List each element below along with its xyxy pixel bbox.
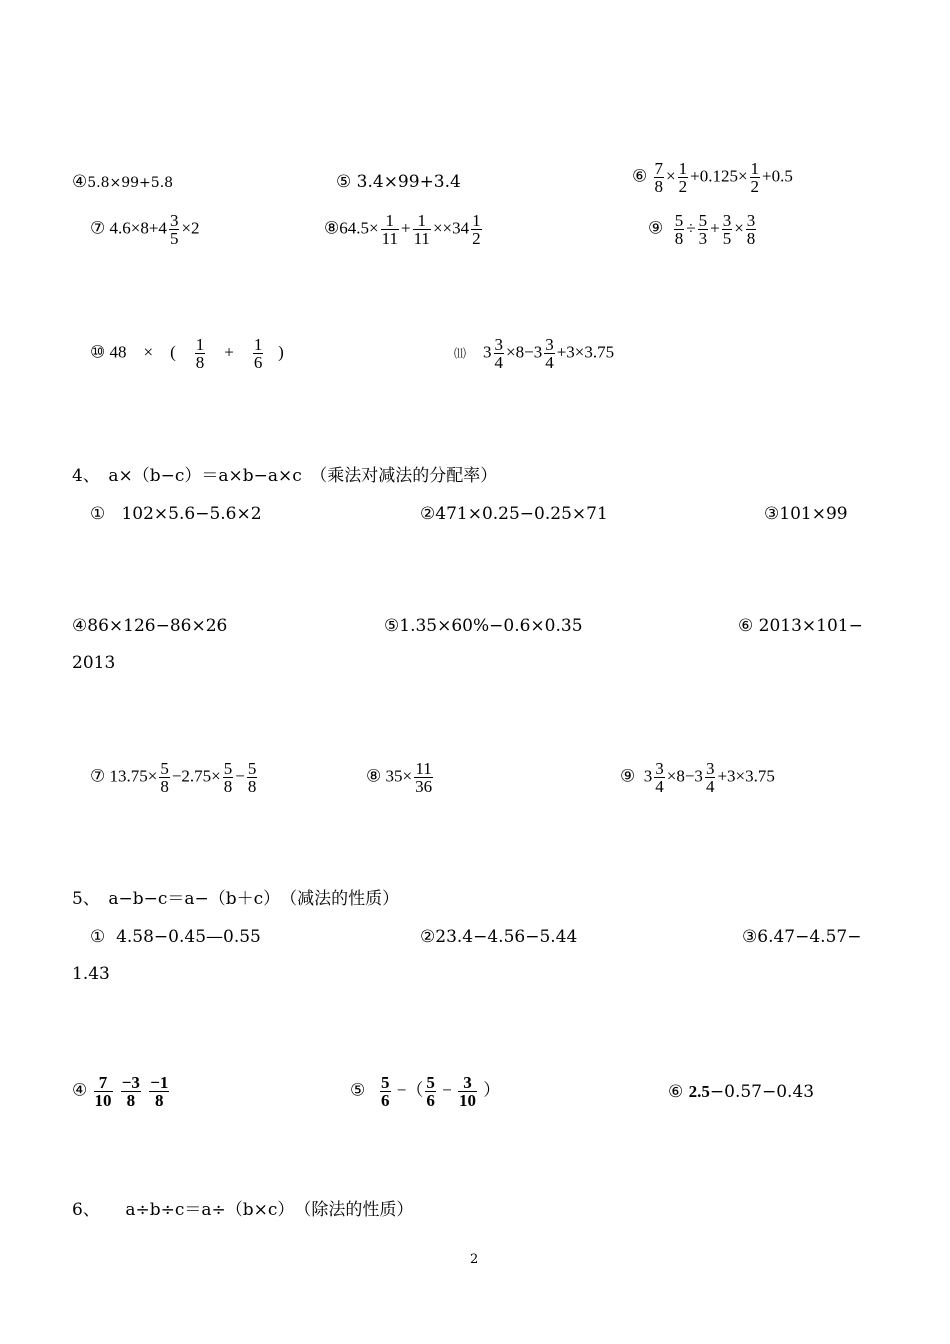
circled-4: ④ bbox=[72, 172, 88, 192]
expr-b: ×8−3 bbox=[666, 766, 703, 786]
circled-5: ⑤ bbox=[350, 1080, 366, 1100]
problem-3-10 bbox=[90, 336, 284, 371]
fraction-5-6b: $\frac{5}{6}$ bbox=[426, 1073, 435, 1110]
circled-9: ⑨ bbox=[648, 218, 664, 238]
expr: 101×99 bbox=[779, 504, 848, 524]
expr: 6.47−4.57− bbox=[757, 927, 862, 947]
expr-b: ×2 bbox=[181, 218, 200, 238]
expr: 3.4×99+3.4 bbox=[356, 172, 461, 192]
expr-a: 3 bbox=[643, 766, 653, 786]
circled-3: ③ bbox=[742, 927, 758, 947]
problem-5-1 bbox=[90, 927, 261, 947]
problem-5-2 bbox=[420, 927, 577, 947]
expr: 86×126−86×26 bbox=[87, 616, 228, 636]
fraction-3-4: $\frac{3}{4}$ bbox=[494, 335, 504, 372]
circled-8: ⑧ bbox=[366, 766, 382, 786]
problem-4-6 bbox=[738, 616, 863, 636]
problem-5-5 bbox=[350, 1074, 500, 1109]
fraction-5-8c: $\frac{5}{8}$ bbox=[247, 759, 257, 796]
circled-10: ⑩ bbox=[90, 342, 106, 362]
circled-3: ③ bbox=[764, 504, 780, 524]
circled-11: ⑾ bbox=[454, 346, 467, 361]
fraction-1-11b: $\frac{1}{11}$ bbox=[413, 211, 430, 248]
problem-5-3 bbox=[742, 927, 861, 947]
expr-d: + bbox=[224, 342, 234, 362]
circled-1: ① bbox=[90, 927, 106, 947]
problem-3-6: ⑥ $\frac{7}{8}$ × $\frac{1}{2}$ +0.125× $\frac{1}{2}$ +0.5 bbox=[632, 159, 793, 196]
circled-7: ⑦ bbox=[90, 218, 106, 238]
fraction-5-3: $\frac{5}{3}$ bbox=[698, 211, 708, 248]
expr-b: −0.57−0.43 bbox=[709, 1082, 815, 1102]
circled-9: ⑨ bbox=[620, 766, 636, 786]
fraction-1-8: $\frac{1}{8}$ bbox=[195, 335, 205, 372]
fraction-3-5: $\frac{3}{5}$ bbox=[722, 211, 732, 248]
fraction-3-4: $\frac{3}{4}$ bbox=[655, 759, 664, 796]
expr-a: 0.125× bbox=[699, 166, 748, 186]
problem-5-3-continuation: 1.43 bbox=[72, 964, 110, 984]
problem-5-4 bbox=[72, 1074, 171, 1109]
expr-b: × bbox=[143, 342, 154, 362]
page-number: 2 bbox=[470, 1252, 479, 1267]
expr-c: ） bbox=[483, 1080, 501, 1100]
fraction-3-4b: $\frac{3}{4}$ bbox=[705, 759, 715, 796]
problem-4-4 bbox=[72, 616, 227, 636]
expr: 23.4−4.56−5.44 bbox=[435, 927, 578, 947]
expr-a: 48 bbox=[109, 342, 127, 362]
circled-8: ⑧ bbox=[324, 218, 340, 238]
section-6-heading: 6、 a÷b÷c＝a÷（b×c） （除法的性质） bbox=[72, 1200, 414, 1220]
expr: 2013×101− bbox=[758, 616, 863, 636]
expr-b: ×34 bbox=[442, 218, 470, 238]
expr-c: +3×3.75 bbox=[717, 766, 775, 786]
circled-5: ⑤ bbox=[384, 616, 400, 636]
expr: 1.35×60%−0.6×0.35 bbox=[399, 616, 583, 636]
fraction-3-10: $\frac{3}{10}$ bbox=[458, 1073, 476, 1110]
problem-5-6 bbox=[668, 1082, 814, 1102]
expr: 5.8×99+5.8 bbox=[87, 175, 174, 191]
problem-4-2 bbox=[420, 504, 608, 524]
problem-4-5 bbox=[384, 616, 583, 636]
section-4-heading: 4、 a×（b−c）＝a×b−a×c （乘法对减法的分配率） bbox=[72, 466, 498, 486]
expr-c: +3×3.75 bbox=[556, 342, 615, 362]
expr-b: −2.75× bbox=[171, 766, 221, 786]
circled-6: ⑥ bbox=[738, 616, 754, 636]
fraction-1-2: $\frac{1}{2}$ bbox=[472, 211, 481, 248]
problem-3-11 bbox=[454, 336, 614, 371]
problem-4-8 bbox=[366, 760, 435, 795]
expr-b: ×8−3 bbox=[506, 342, 543, 362]
circled-1: ① bbox=[90, 504, 106, 524]
circled-7: ⑦ bbox=[90, 766, 106, 786]
problem-4-1 bbox=[90, 504, 262, 524]
expr-a: 4.6×8+4 bbox=[109, 218, 167, 238]
problem-4-7 bbox=[90, 760, 259, 795]
expr-a: 2.5 bbox=[688, 1082, 710, 1101]
fraction-minus-3-8: $\frac{-3}{8}$ bbox=[121, 1073, 140, 1110]
circled-5: ⑤ bbox=[336, 172, 352, 192]
circled-6: ⑥ bbox=[668, 1082, 684, 1102]
expr-a: 64.5× bbox=[339, 218, 379, 238]
expr-b: − bbox=[442, 1080, 452, 1100]
fraction-minus-1-8: $\frac{-1}{8}$ bbox=[150, 1073, 169, 1110]
fraction-1-2: $\frac{1}{2}$ bbox=[678, 159, 688, 196]
problem-4-3 bbox=[764, 504, 848, 524]
fraction-3-8: $\frac{3}{8}$ bbox=[746, 211, 756, 248]
problem-3-7 bbox=[90, 212, 200, 247]
fraction-5-6: $\frac{5}{6}$ bbox=[381, 1073, 390, 1110]
section-5-heading: 5、 a−b−c＝a−（b＋c） （减法的性质） bbox=[72, 889, 400, 909]
expr: 102×5.6−5.6×2 bbox=[121, 504, 262, 524]
fraction-3-4b: $\frac{3}{4}$ bbox=[545, 335, 554, 372]
expr-a: 3 bbox=[483, 342, 492, 362]
expr: 471×0.25−0.25×71 bbox=[435, 504, 608, 524]
fraction-1-2b: $\frac{1}{2}$ bbox=[750, 159, 760, 196]
circled-2: ② bbox=[420, 504, 436, 524]
expr-c: − bbox=[235, 766, 245, 786]
fraction-7-10: $\frac{7}{10}$ bbox=[94, 1073, 112, 1110]
circled-6: ⑥ bbox=[632, 166, 648, 186]
problem-3-9: ⑨ $\frac{5}{8}$ ÷ $\frac{5}{3}$ + $\frac{3}{5}$ × $\frac{3}{8}$ bbox=[648, 211, 756, 248]
problem-4-6-continuation: 2013 bbox=[72, 653, 116, 673]
fraction-11-36: $\frac{11}{36}$ bbox=[415, 759, 433, 796]
expr-e: ) bbox=[278, 342, 284, 362]
problem-4-9 bbox=[620, 760, 775, 795]
fraction-7-8: $\frac{7}{8}$ bbox=[654, 159, 663, 196]
fraction-5-8: $\frac{5}{8}$ bbox=[674, 211, 684, 248]
problem-3-5 bbox=[336, 172, 461, 192]
expr-b: 0.5 bbox=[771, 166, 793, 186]
expr-a: −（ bbox=[396, 1080, 424, 1100]
fraction-5-8: $\frac{5}{8}$ bbox=[160, 759, 169, 796]
fraction-5-8b: $\frac{5}{8}$ bbox=[223, 759, 233, 796]
fraction-1-6: $\frac{1}{6}$ bbox=[253, 335, 263, 372]
circled-4: ④ bbox=[72, 616, 88, 636]
problem-3-4 bbox=[72, 172, 173, 193]
fraction-1-11: $\frac{1}{11}$ bbox=[381, 211, 398, 248]
fraction-3-5: $\frac{3}{5}$ bbox=[169, 211, 179, 248]
problem-3-8: ⑧64.5× $\frac{1}{11}$ + $\frac{1}{11}$ ××34 $\frac{1}{2}$ bbox=[324, 211, 481, 248]
circled-4: ④ bbox=[72, 1080, 88, 1100]
circled-2: ② bbox=[420, 927, 436, 947]
expr-a: 35× bbox=[385, 766, 413, 786]
expr: 4.58−0.45—0.55 bbox=[116, 927, 261, 947]
expr-a: 13.75× bbox=[109, 766, 158, 786]
expr-c: ( bbox=[170, 342, 176, 362]
